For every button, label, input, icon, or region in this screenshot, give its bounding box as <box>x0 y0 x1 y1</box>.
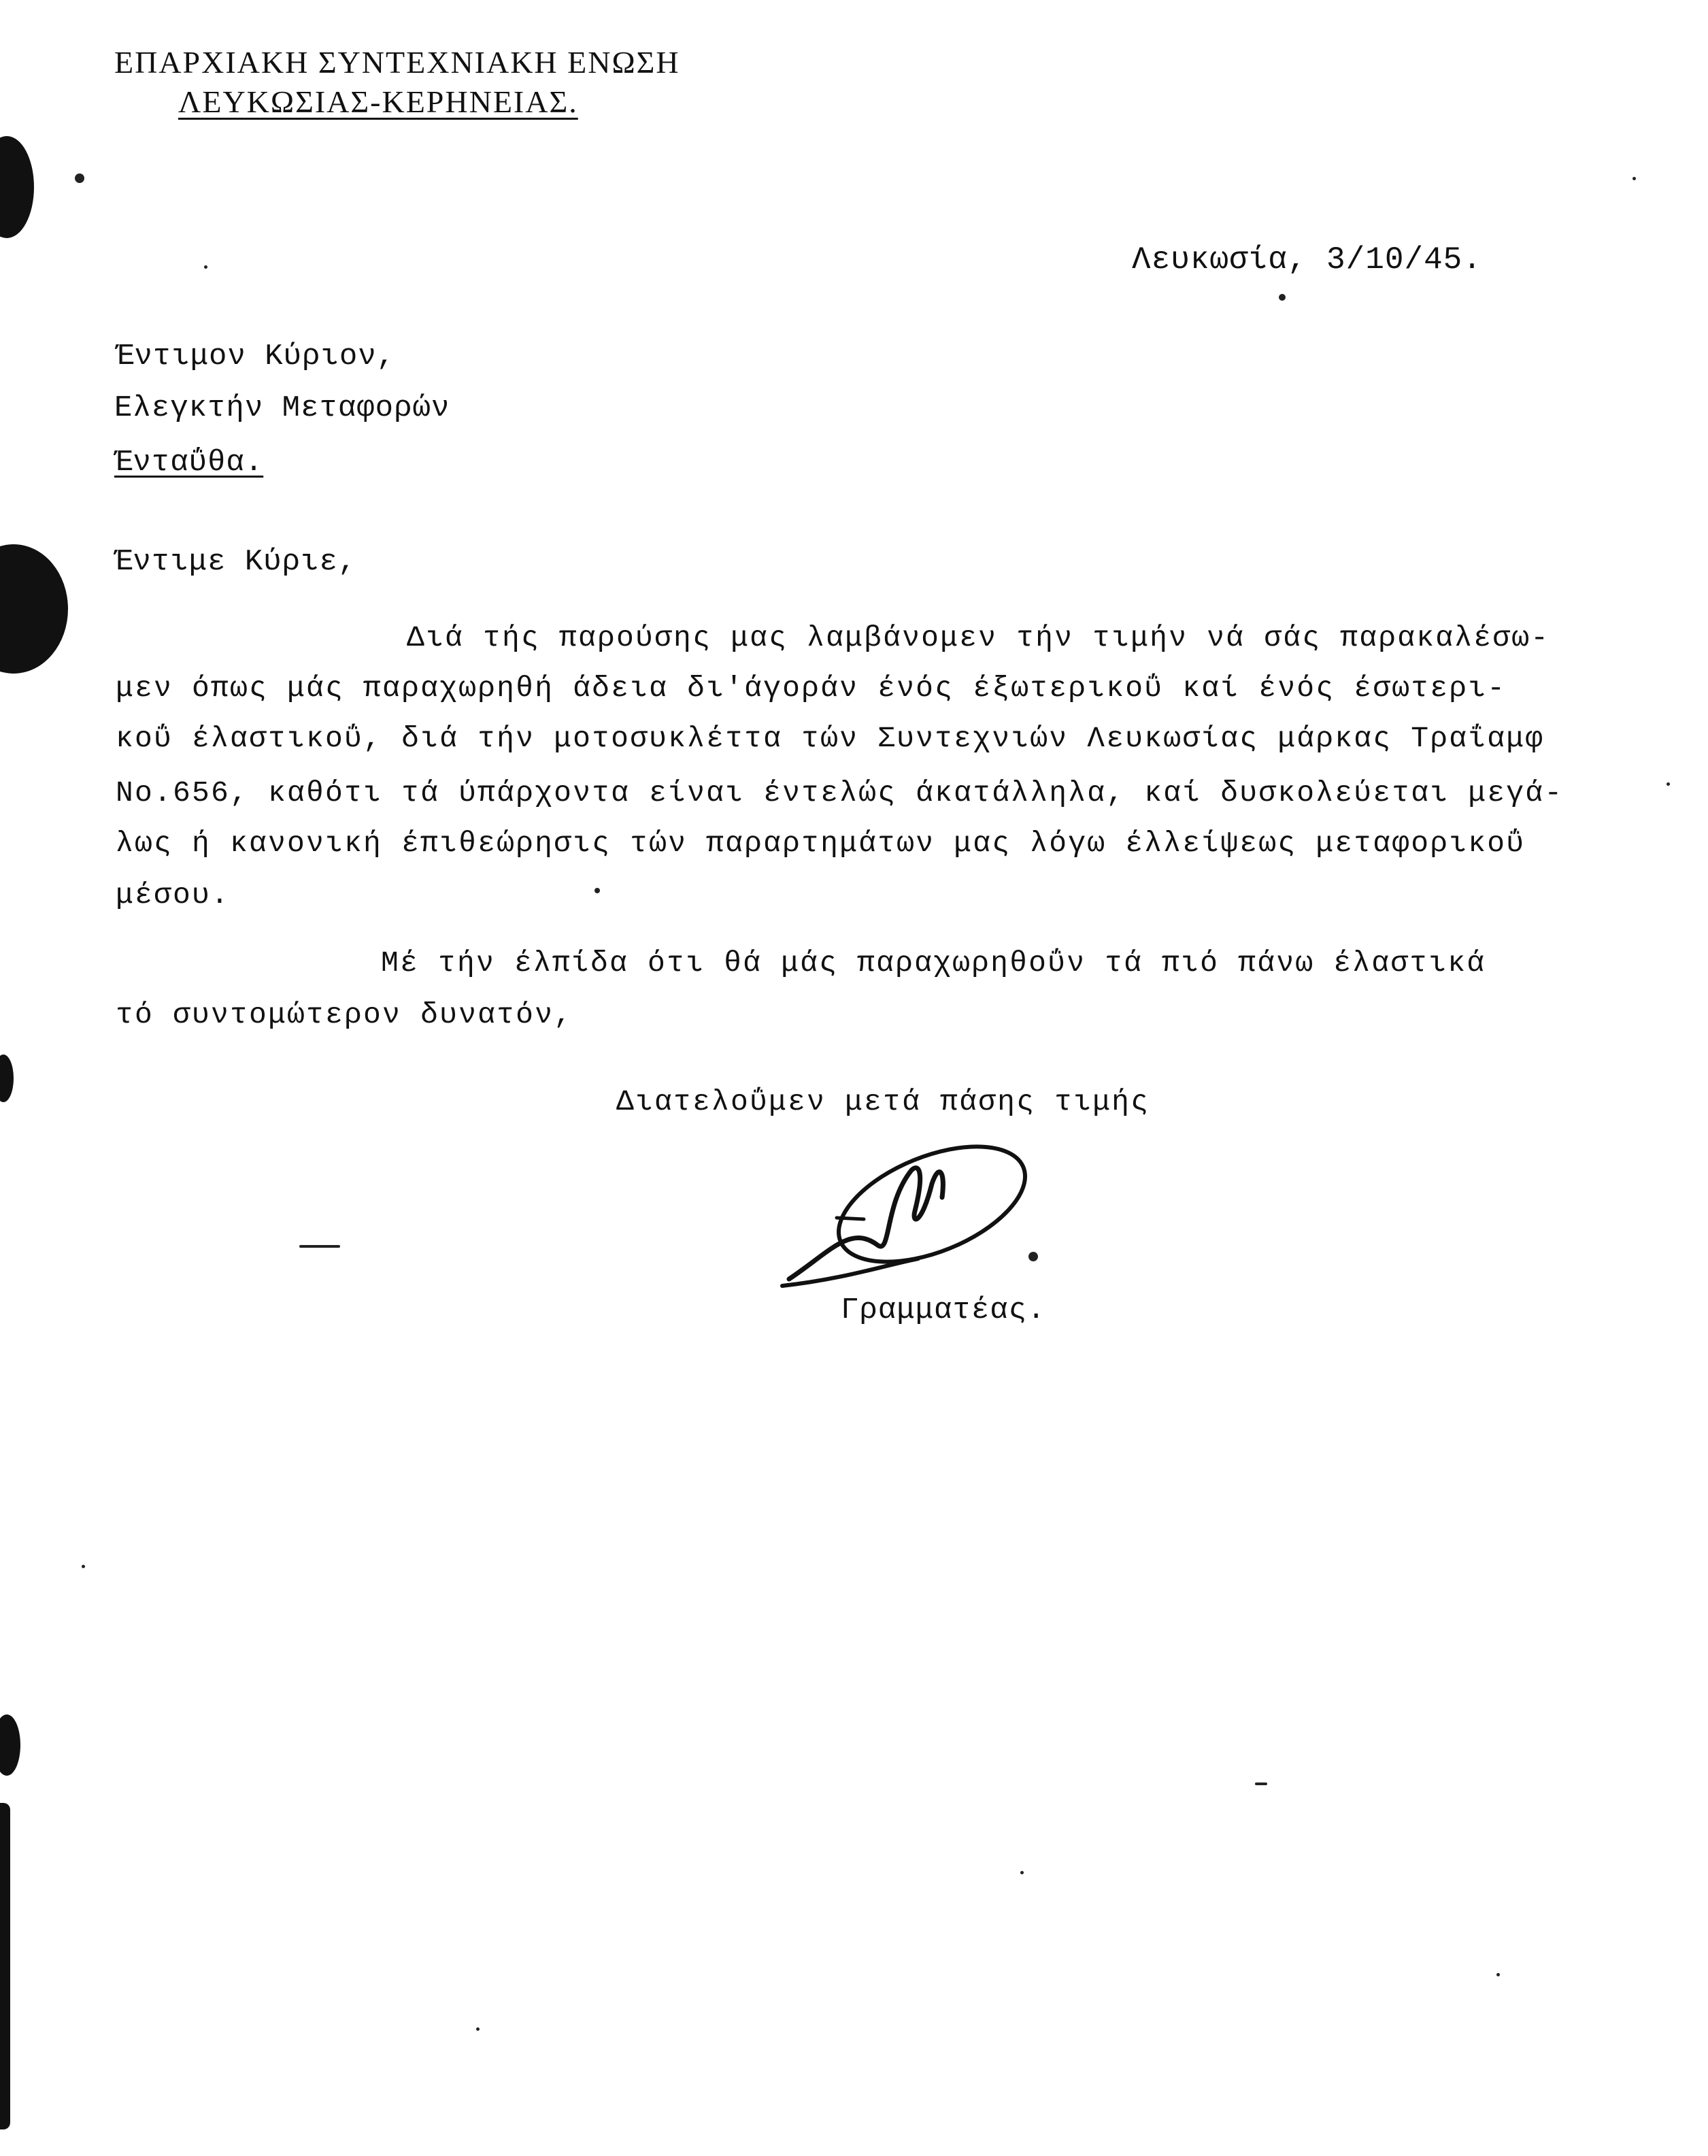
paragraph2-line1: Μέ τήν έλπίδα ότι θά μάς παραχωρηθοΰν τά πιό πάνω έλαστικά <box>381 946 1486 980</box>
speck <box>1255 1782 1267 1785</box>
signature-title: Γραμματέας. <box>841 1293 1046 1327</box>
recipient-line2: Ελεγκτήν Μεταφορών <box>114 391 450 425</box>
speck <box>1279 294 1286 301</box>
letterhead-line1: ΕΠΑΡΧΙΑΚΗ ΣΥΝΤΕΧΝΙΑΚΗ ΕΝΩΣΗ <box>114 45 680 80</box>
paragraph1-line1: Διά τής παρούσης μας λαμβάνομεν τήν τιμήν νά σάς παρακαλέσω- <box>407 621 1550 654</box>
speck <box>1667 782 1670 786</box>
speck <box>1496 1973 1500 1976</box>
speck <box>1632 177 1636 180</box>
speck <box>82 1565 85 1568</box>
speck <box>75 173 84 183</box>
ink-blot <box>0 136 34 238</box>
ink-blot <box>0 544 68 674</box>
paragraph1-line2: μεν όπως μάς παραχωρηθή άδεια δι'άγοράν ένός έξωτερικοΰ καί ένός έσωτερι- <box>116 671 1507 705</box>
speck <box>476 2027 480 2031</box>
closing-line: Διατελοΰμεν μετά πάσης τιμής <box>616 1085 1150 1118</box>
recipient-line3: Ένταΰθα. <box>114 446 264 480</box>
speck <box>1020 1871 1024 1874</box>
paragraph1-line3: κοΰ έλαστικοΰ, διά τήν μοτοσυκλέττα τών Συντεχνιών Λευκωσίας μάρκας Τραΐαμφ <box>116 722 1545 755</box>
handwritten-signature <box>775 1123 1034 1299</box>
paragraph2-line2: τό συντομώτερον δυνατόν, <box>116 998 573 1031</box>
ink-blot <box>0 1803 10 2129</box>
paragraph1-line4: Νο.656, καθότι τά ύπάρχοντα είναι έντελώς άκατάλληλα, καί δυσκολεύεται μεγά- <box>116 776 1564 810</box>
recipient-line1: Έντιμον Κύριον, <box>116 339 396 374</box>
paragraph1-line5: λως ή κανονική έπιθεώρησις τών παραρτημάτων μας λόγω έλλείψεως μεταφορικοΰ <box>116 827 1526 860</box>
speck <box>204 265 207 269</box>
speck <box>299 1245 340 1248</box>
speck <box>595 888 600 893</box>
ink-blot <box>0 1714 20 1776</box>
letterhead-line2: ΛΕΥΚΩΣΙΑΣ-ΚΕΡΗΝΕΙΑΣ. <box>178 84 578 119</box>
letter-date: Λευκωσία, 3/10/45. <box>1132 242 1482 278</box>
paragraph1-line6: μέσου. <box>116 878 231 912</box>
salutation: Έντιμε Κύριε, <box>114 545 357 579</box>
ink-blot <box>0 1055 14 1102</box>
